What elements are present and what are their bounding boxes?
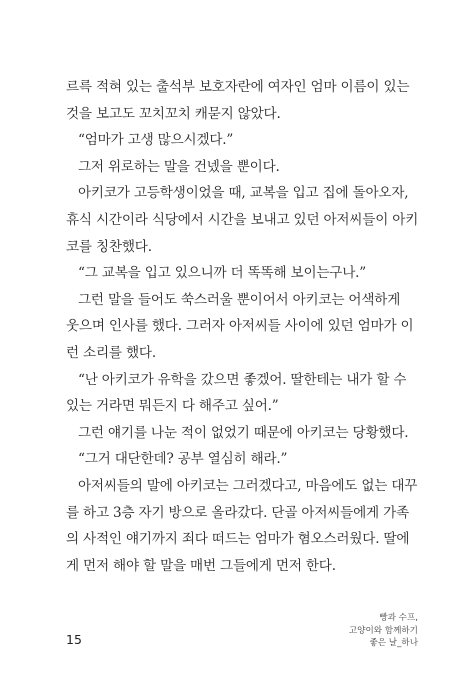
text-line: 것을 보고도 꼬치꼬치 캐묻지 않았다. — [66, 105, 281, 122]
text-line: 있는 거라면 뭐든지 다 해주고 싶어.” — [66, 398, 279, 415]
text-line: 의 사적인 얘기까지 죄다 떠드는 엄마가 혐오스러웠다. 딸에 — [66, 531, 410, 548]
text-line: 그저 위로하는 말을 건넸을 뿐이다. — [78, 158, 280, 175]
page-number: 15 — [66, 632, 82, 647]
text-line: 그런 얘기를 나눈 적이 없었기 때문에 아키코는 당황했다. — [78, 424, 409, 441]
text-line: 아저씨들의 말에 아키코는 그러겠다고, 마음에도 없는 대꾸 — [78, 477, 418, 494]
text-line: 를 하고 3층 자기 방으로 올라갔다. 단골 아저씨들에게 가족 — [66, 504, 409, 521]
running-head-line: 고양이와 함께하기 — [348, 625, 418, 636]
body-text — [66, 74, 419, 579]
text-line: 아키코가 고등학생이었을 때, 교복을 입고 집에 돌아오자, — [78, 185, 409, 202]
running-head-line: 좋은 날_하나 — [369, 638, 418, 649]
text-line: 런 소리를 했다. — [66, 344, 156, 361]
text-line: 웃으며 인사를 했다. 그러자 아저씨들 사이에 있던 엄마가 이 — [66, 318, 414, 335]
running-head — [258, 612, 418, 650]
text-line: “엄마가 고생 많으시겠다.” — [78, 132, 234, 149]
text-line: 게 먼저 해야 할 말을 매번 그들에게 먼저 한다. — [66, 557, 336, 574]
text-line: 코를 칭찬했다. — [66, 238, 152, 255]
text-line: “그거 대단한데? 공부 열심히 해라.” — [78, 451, 288, 468]
text-line: “난 아키코가 유학을 갔으면 좋겠어. 딸한테는 내가 할 수 — [78, 371, 407, 388]
running-head-line: 빵과 수프, — [379, 613, 418, 623]
text-line: 르륵 적혀 있는 출석부 보호자란에 여자인 엄마 이름이 있는 — [66, 79, 410, 95]
text-line: 그런 말을 들어도 쑥스러울 뿐이어서 아키코는 어색하게 — [78, 291, 401, 308]
text-line: “그 교복을 입고 있으니까 더 똑똑해 보이는구나.” — [78, 265, 367, 282]
text-line: 휴식 시간이라 식당에서 시간을 보내고 있던 아저씨들이 아키 — [66, 211, 419, 228]
